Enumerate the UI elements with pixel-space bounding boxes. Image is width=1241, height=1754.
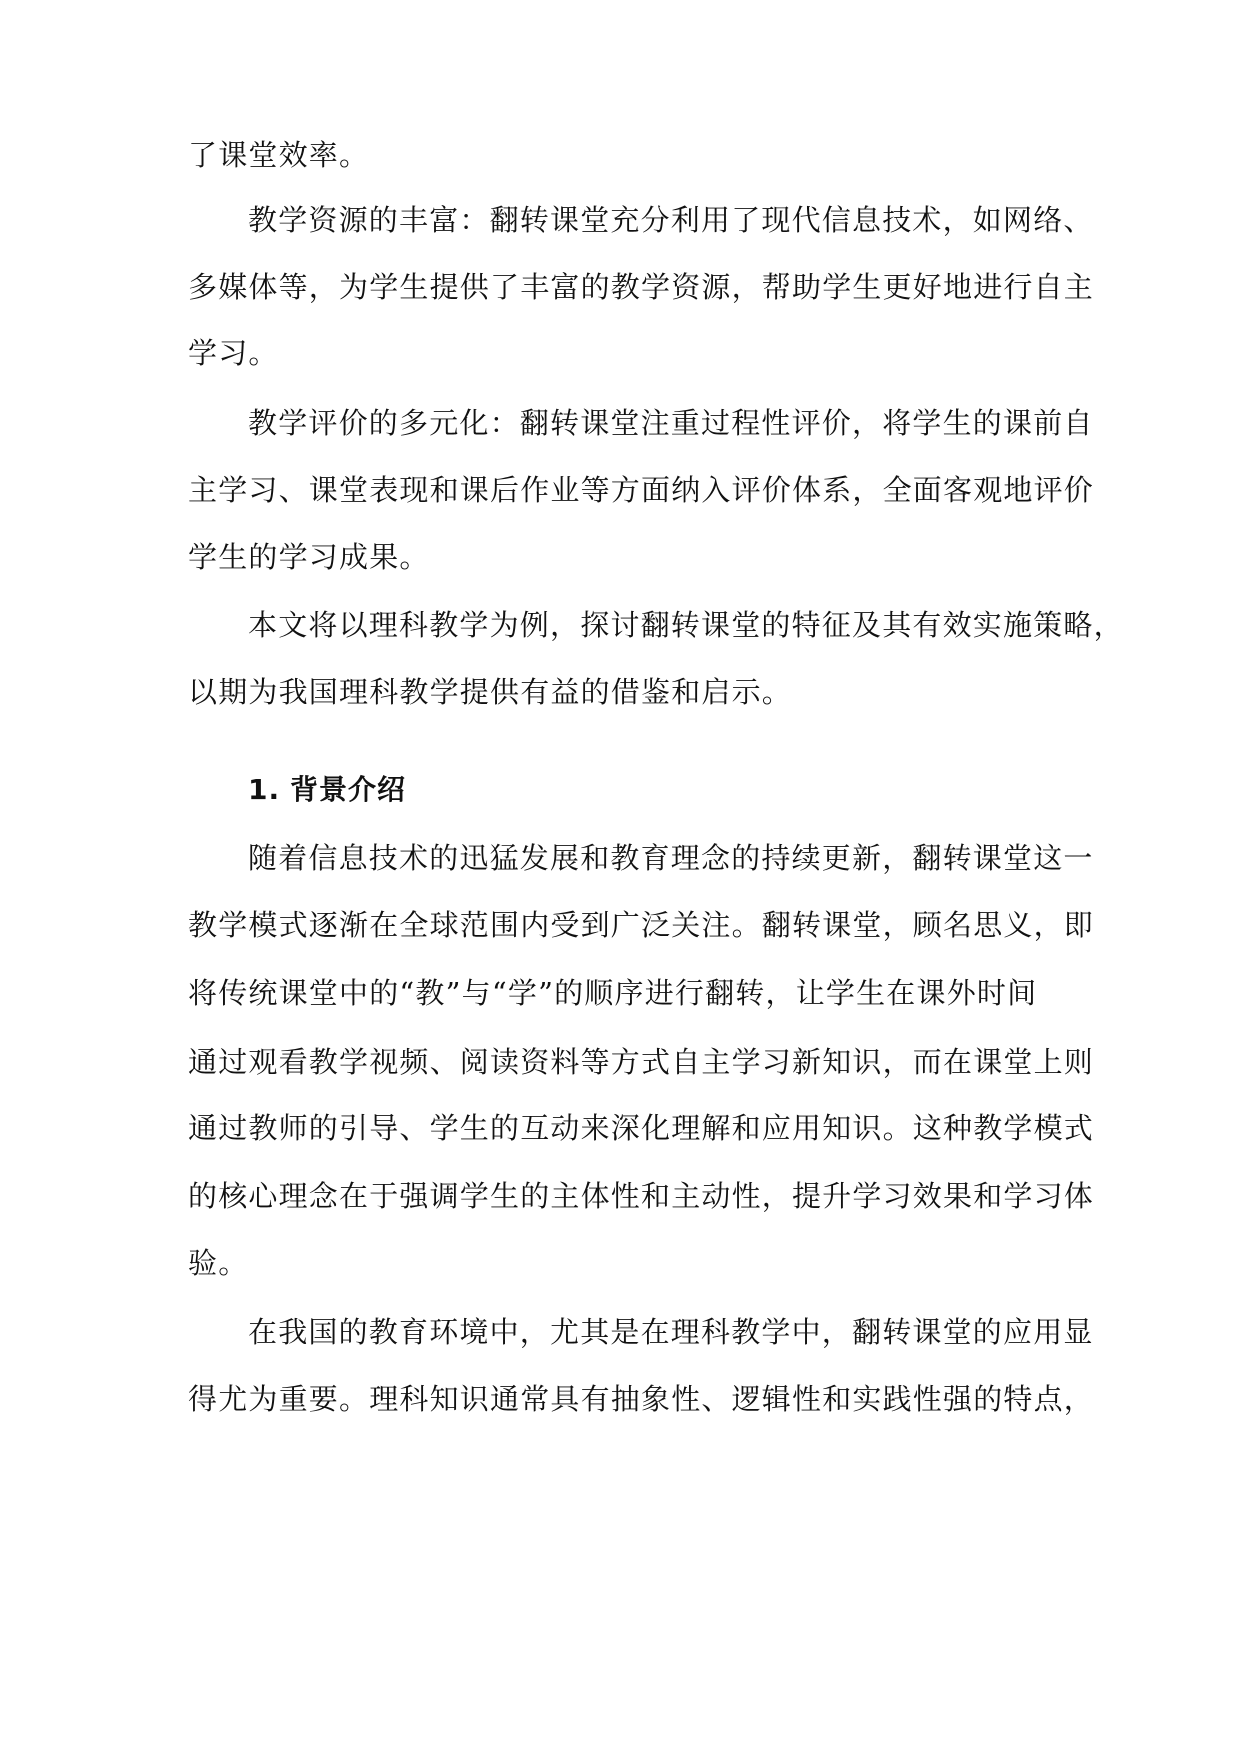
paragraph-line: 通过教师的引导、学生的互动来深化理解和应用知识。这种教学模式: [188, 1111, 1095, 1145]
section-heading: [248, 770, 406, 810]
paragraph-line: 将传统课堂中的“教”与“学”的顺序进行翻转，让学生在课外时间: [188, 976, 1038, 1010]
paragraph-line: 验。: [188, 1246, 249, 1280]
paragraph-line: 教学模式逐渐在全球范围内受到广泛关注。翻转课堂，顾名思义，即: [188, 908, 1095, 942]
paragraph-line: 随着信息技术的迅猛发展和教育理念的持续更新，翻转课堂这一: [248, 841, 1094, 875]
paragraph-line: 以期为我国理科教学提供有益的借鉴和启示。: [188, 675, 793, 709]
paragraph-line: 教学资源的丰富：翻转课堂充分利用了现代信息技术，如网络、: [248, 203, 1094, 237]
paragraph-line: 得尤为重要。理科知识通常具有抽象性、逻辑性和实践性强的特点，: [188, 1382, 1095, 1416]
paragraph-line: 学习。: [188, 336, 279, 370]
paragraph-line: 教学评价的多元化：翻转课堂注重过程性评价，将学生的课前自: [248, 406, 1094, 440]
paragraph-line: 在我国的教育环境中，尤其是在理科教学中，翻转课堂的应用显: [248, 1315, 1094, 1349]
section-number: 1.: [248, 773, 281, 806]
paragraph-line: 多媒体等，为学生提供了丰富的教学资源，帮助学生更好地进行自主: [188, 270, 1095, 304]
paragraph-line: 通过观看教学视频、阅读资料等方式自主学习新知识，而在课堂上则: [188, 1045, 1095, 1079]
paragraph-line: 主学习、课堂表现和课后作业等方面纳入评价体系，全面客观地评价: [188, 473, 1095, 507]
paragraph-line: 的核心理念在于强调学生的主体性和主动性，提升学习效果和学习体: [188, 1179, 1095, 1213]
section-title: 背景介绍: [290, 773, 407, 806]
paragraph-line: 学生的学习成果。: [188, 540, 430, 574]
paragraph-line: 了课堂效率。: [188, 138, 370, 172]
paragraph-line: 本文将以理科教学为例，探讨翻转课堂的特征及其有效实施策略，: [248, 608, 1124, 642]
